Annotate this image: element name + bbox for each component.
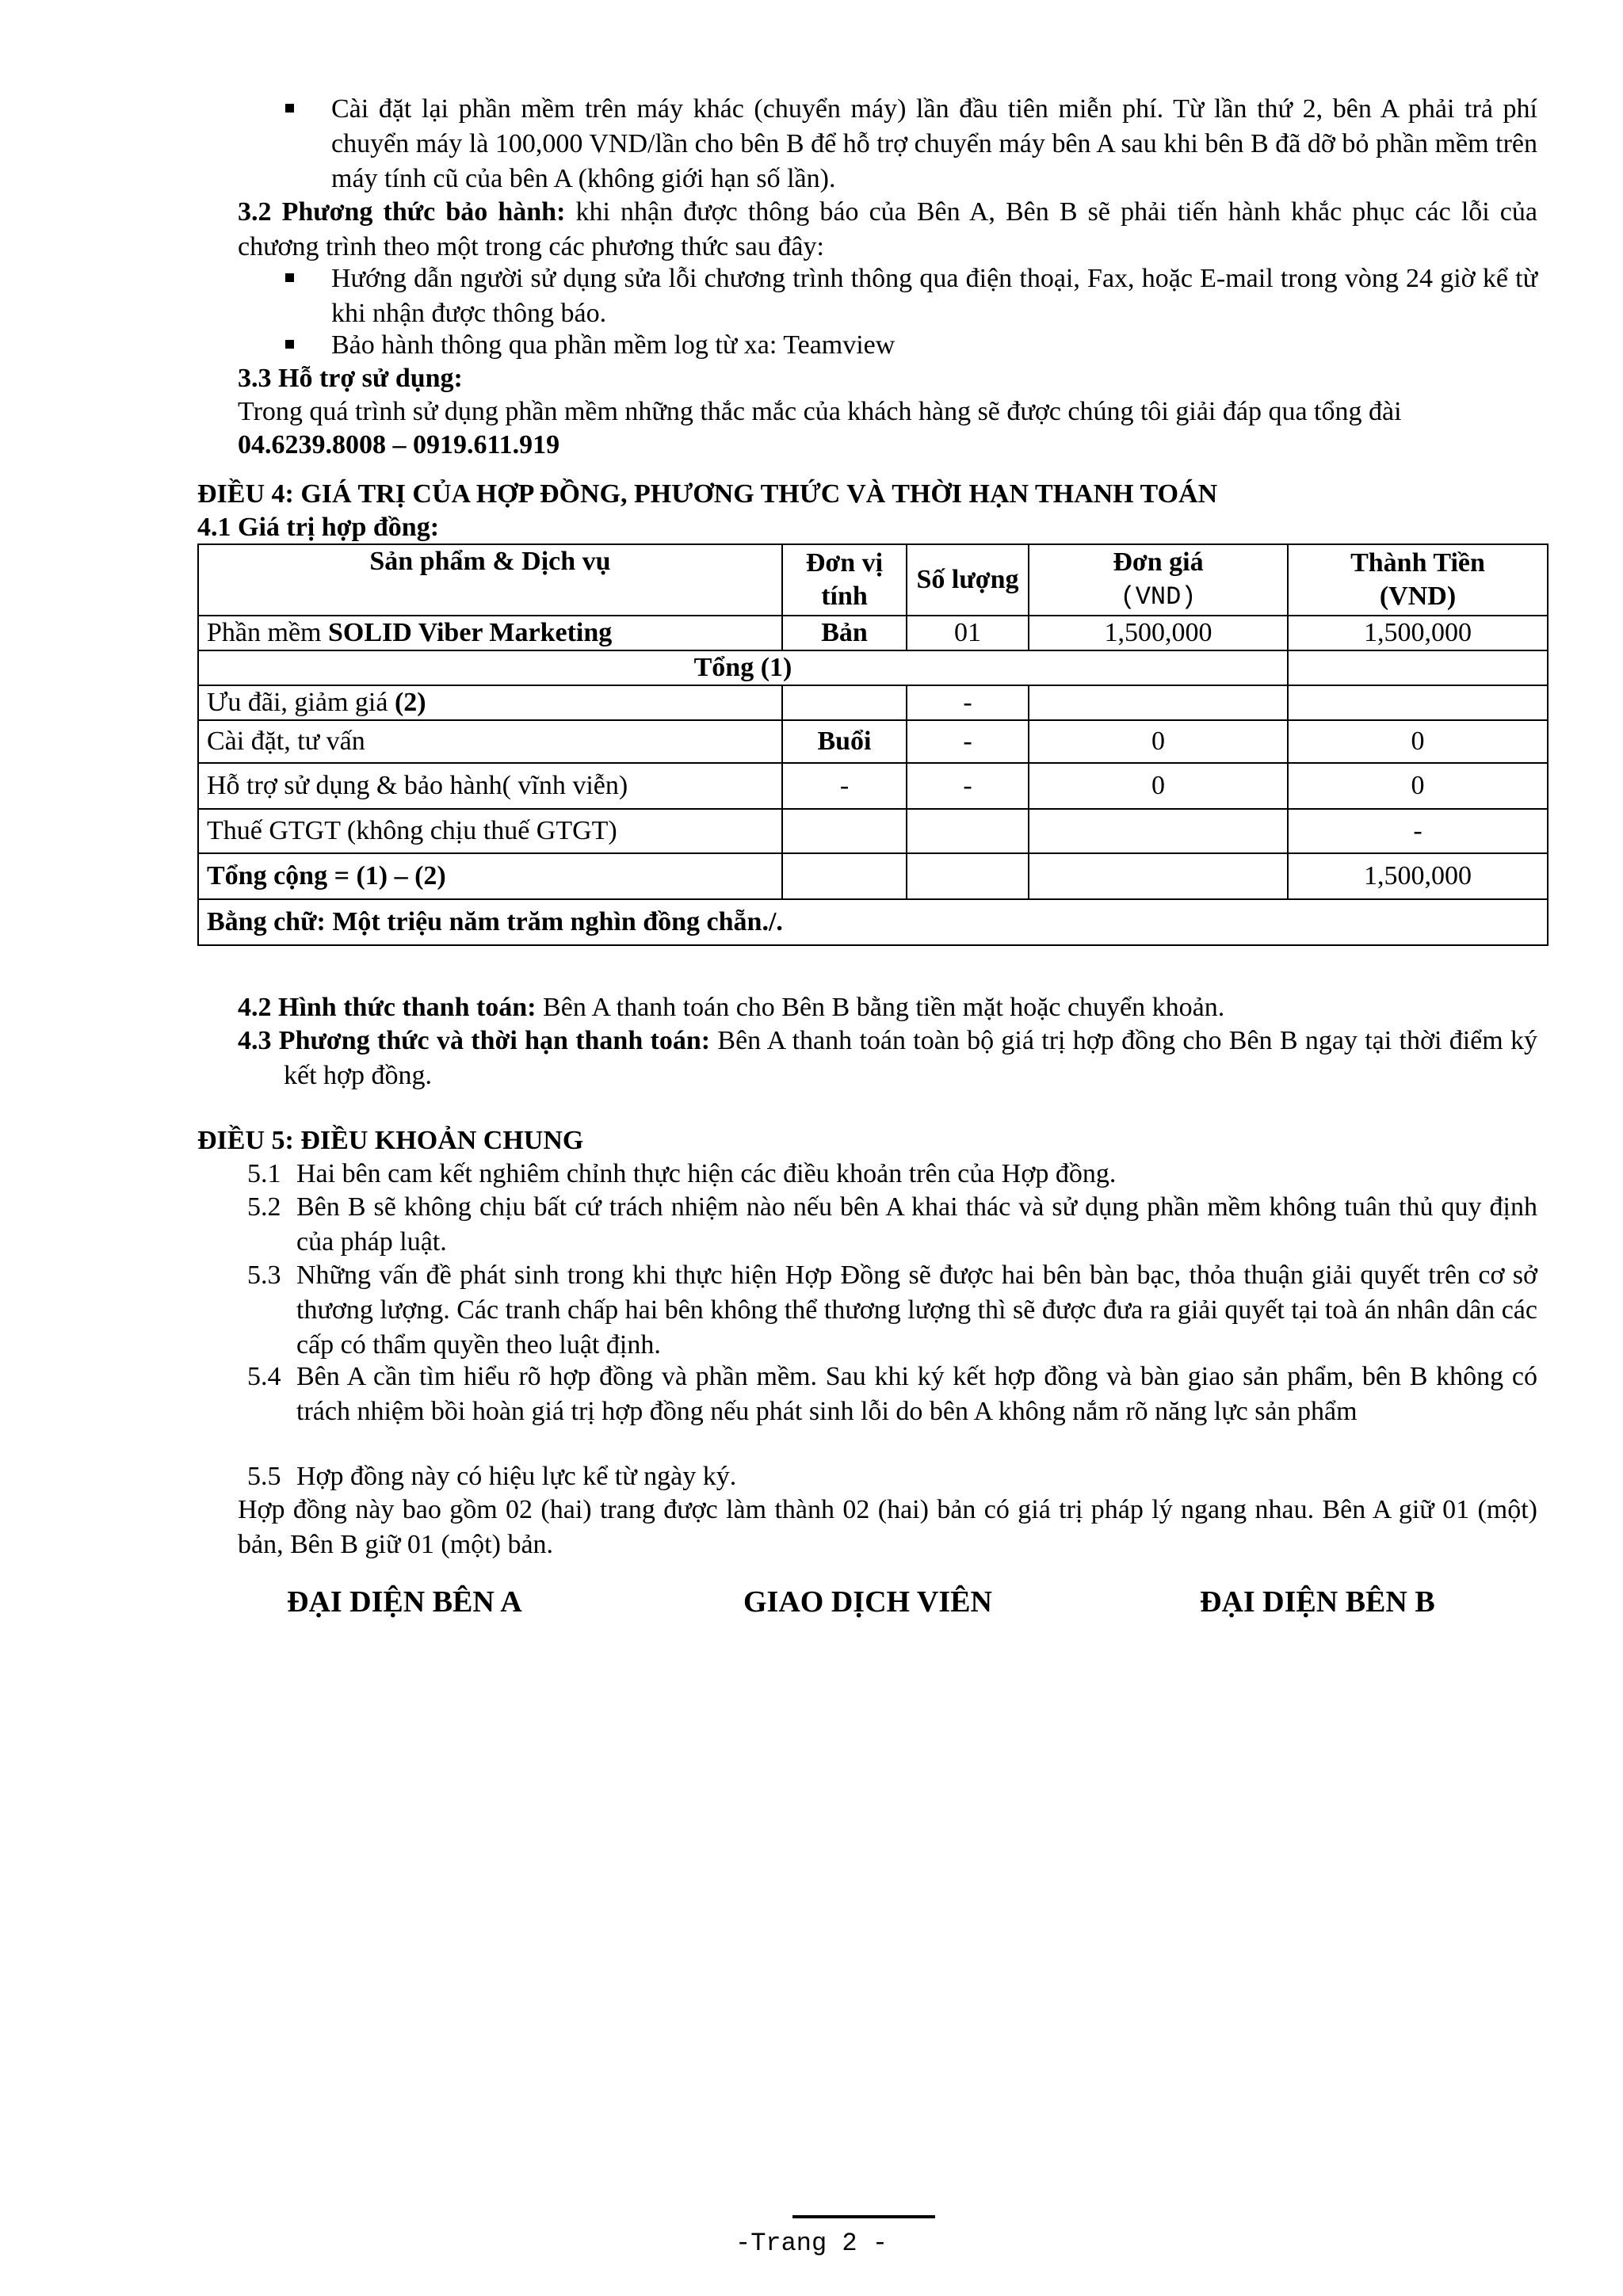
cell-empty <box>1288 685 1548 720</box>
bullet-reinstall-text: Cài đặt lại phần mềm trên máy khác (chuyển máy) lần đầu tiên miễn phí. Từ lần thứ 2, bên A phải trả phí chuyển máy là 100,000 VND/lần cho bên B để hỗ trợ chuyển máy bên A sau khi bên B đã dỡ bỏ phần mềm trên máy tính cũ của bên A (không giới hạn số lần). <box>331 94 1537 193</box>
table-row <box>198 685 1548 720</box>
table-row-in-words <box>198 899 1548 945</box>
section-4-1-title: 4.1 Giá trị hợp đồng: <box>197 513 440 542</box>
cell-qty: - <box>907 763 1029 809</box>
section-4-2: 4.2 Hình thức thanh toán: Bên A thanh toán cho Bên B bằng tiền mặt hoặc chuyển khoản. <box>238 993 1225 1022</box>
cell-subtotal-value <box>1288 650 1548 685</box>
cell-price: 0 <box>1029 720 1288 763</box>
section-3-2-text: khi nhận được thông báo của Bên A, Bên B sẽ phải tiến hành khắc phục các lỗi của chương trình theo một trong các phương thức sau đây: <box>238 197 1537 261</box>
bullet-square-icon <box>285 273 294 282</box>
cell-total: 1,500,000 <box>1288 616 1548 650</box>
cell-empty <box>907 853 1029 899</box>
cell-empty <box>1029 685 1288 720</box>
cell-subtotal-label: Tổng (1) <box>198 650 1288 685</box>
cell-empty <box>1029 853 1288 899</box>
cell-empty <box>782 685 907 720</box>
section-5-3: 5.3 Những vấn đề phát sinh trong khi thực hiện Hợp Đồng sẽ được hai bên bàn bạc, thỏa thuận giải quyết trên cơ sở thương lượng. Các tranh chấp hai bên không thể thương lượng thì sẽ được đưa ra giải quyết tại toà án nhân dân các cấp có thẩm quyền theo luật định. <box>247 1261 1537 1360</box>
header-total: Thành Tiền (VND) <box>1288 544 1548 616</box>
section-5-4: 5.4 Bên A cần tìm hiểu rõ hợp đồng và phần mềm. Sau khi ký kết hợp đồng và bàn giao sản phẩm, bên B không có trách nhiệm bồi hoàn giá trị hợp đồng nếu phát sinh lỗi do bên A không nắm rõ năng lực sản phẩm <box>247 1362 1537 1426</box>
signature-party-b: ĐẠI DIỆN BÊN B <box>1200 1585 1435 1619</box>
table-row <box>198 809 1548 853</box>
cell-empty <box>1029 809 1288 853</box>
header-unit: Đơn vị tính <box>782 544 907 616</box>
section-3-2-label: 3.2 Phương thức bảo hành: <box>238 197 566 227</box>
closing-paragraph: Hợp đồng này bao gồm 02 (hai) trang được làm thành 02 (hai) bản có giá trị pháp lý ngang nhau. Bên A giữ 01 (một) bản, Bên B giữ 01 (một) bản. <box>238 1495 1537 1559</box>
cell-vat-label: Thuế GTGT (không chịu thuế GTGT) <box>198 809 782 853</box>
cell-install-label: Cài đặt, tư vấn <box>198 720 782 763</box>
cell-unit: - <box>782 763 907 809</box>
cell-total: 0 <box>1288 763 1548 809</box>
section-5-1: 5.1 Hai bên cam kết nghiêm chỉnh thực hiện các điều khoản trên của Hợp đồng. <box>247 1159 1117 1188</box>
header-product: Sản phẩm & Dịch vụ <box>198 544 782 616</box>
table-header-row <box>198 544 1548 616</box>
cell-qty: 01 <box>907 616 1029 650</box>
table-row-subtotal <box>198 650 1548 685</box>
signature-agent: GIAO DỊCH VIÊN <box>743 1585 992 1619</box>
table-row <box>198 763 1548 809</box>
section-3-3-title: 3.3 Hỗ trợ sử dụng: <box>238 364 463 393</box>
bullet-square-icon <box>285 104 294 113</box>
table-row <box>198 720 1548 763</box>
section-3-3-text: Trong quá trình sử dụng phần mềm những thắc mắc của khách hàng sẽ được chúng tôi giải đáp qua tổng đài <box>238 397 1402 426</box>
section-5-title: ĐIỀU 5: ĐIỀU KHOẢN CHUNG <box>197 1126 584 1155</box>
cell-unit: Bản <box>782 616 907 650</box>
table-row <box>198 616 1548 650</box>
section-3-2 <box>238 195 1537 265</box>
section-5-5: 5.5 Hợp đồng này có hiệu lực kể từ ngày ký. <box>247 1462 737 1491</box>
cell-empty <box>782 853 907 899</box>
cell-price: 0 <box>1029 763 1288 809</box>
cell-total: - <box>1288 809 1548 853</box>
header-price: Đơn giá (VND) <box>1029 544 1288 616</box>
contract-value-table <box>197 543 1549 946</box>
cell-unit: Buổi <box>782 720 907 763</box>
page-number: -Trang 2 - <box>735 2229 888 2258</box>
cell-total: 1,500,000 <box>1288 853 1548 899</box>
cell-product: Phần mềm SOLID Viber Marketing <box>198 616 782 650</box>
cell-support-label: Hỗ trợ sử dụng & bảo hành( vĩnh viễn) <box>198 763 782 809</box>
cell-discount-label: Ưu đãi, giảm giá (2) <box>198 685 782 720</box>
cell-grand-label: Tổng cộng = (1) – (2) <box>198 853 782 899</box>
signature-party-a: ĐẠI DIỆN BÊN A <box>287 1585 522 1619</box>
section-4-title: ĐIỀU 4: GIÁ TRỊ CỦA HỢP ĐỒNG, PHƯƠNG THỨC VÀ THỜI HẠN THANH TOÁN <box>197 479 1218 509</box>
cell-price: 1,500,000 <box>1029 616 1288 650</box>
header-qty: Số lượng <box>907 544 1029 616</box>
section-4-3: 4.3 Phương thức và thời hạn thanh toán: Bên A thanh toán toàn bộ giá trị hợp đồng cho Bên B ngay tại thời điểm ký kết hợp đồng. <box>238 1026 1537 1090</box>
bullet-square-icon <box>285 340 294 349</box>
cell-empty <box>907 809 1029 853</box>
bullet-remote-text: Bảo hành thông qua phần mềm log từ xa: Teamview <box>331 330 896 360</box>
cell-qty: - <box>907 720 1029 763</box>
table-row-grand-total <box>198 853 1548 899</box>
cell-total: 0 <box>1288 720 1548 763</box>
cell-in-words: Bằng chữ: Một triệu năm trăm nghìn đồng chẵn./. <box>198 899 1548 945</box>
footer-rule <box>792 2215 935 2218</box>
cell-empty <box>782 809 907 853</box>
bullet-guide-text: Hướng dẫn người sử dụng sửa lỗi chương trình thông qua điện thoại, Fax, hoặc E-mail trong vòng 24 giờ kể từ khi nhận được thông báo. <box>331 264 1537 328</box>
cell-qty: - <box>907 685 1029 720</box>
section-5-2: 5.2 Bên B sẽ không chịu bất cứ trách nhiệm nào nếu bên A khai thác và sử dụng phần mềm không tuân thủ quy định của pháp luật. <box>247 1192 1537 1257</box>
section-3-3-phone: 04.6239.8008 – 0919.611.919 <box>238 430 560 460</box>
